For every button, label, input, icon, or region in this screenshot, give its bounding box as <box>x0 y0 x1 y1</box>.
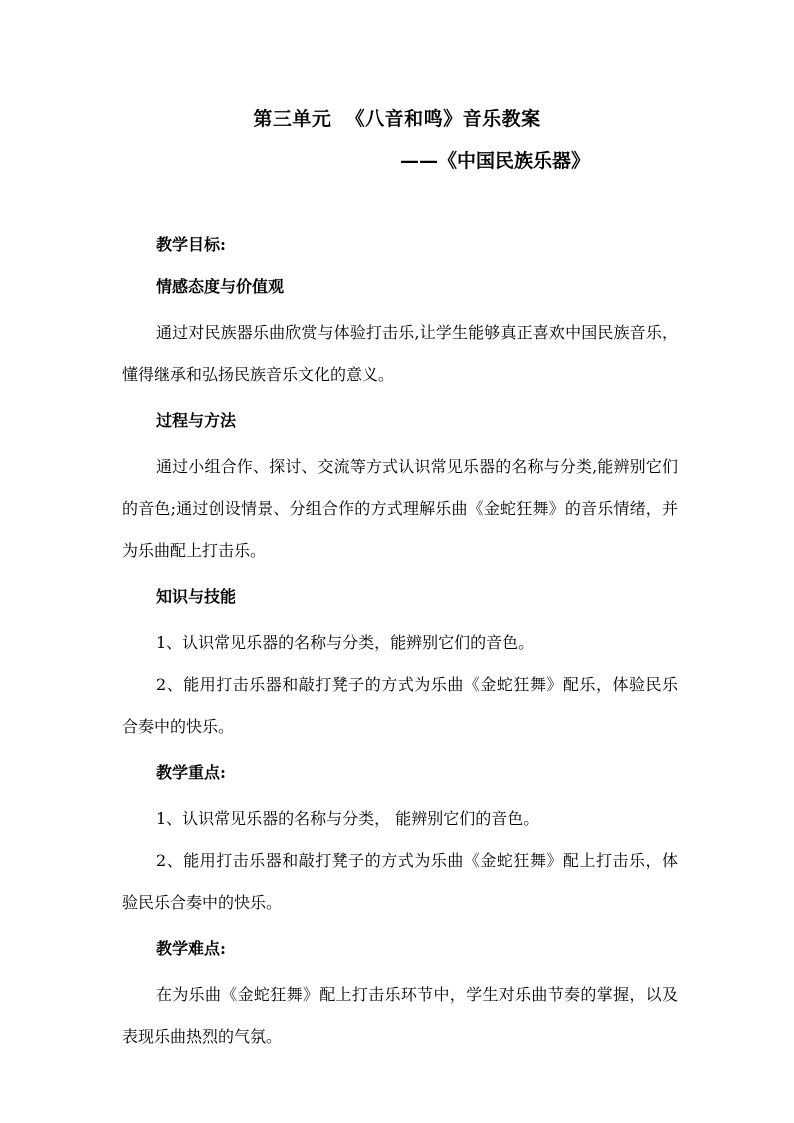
key-points-item-2: 2、能用打击乐器和敲打凳子的方式为乐曲《金蛇狂舞》配上打击乐，体验民乐合奏中的快乐。 <box>122 851 678 912</box>
knowledge-item-2: 2、能用打击乐器和敲打凳子的方式为乐曲《金蛇狂舞》配乐，体验民乐合奏中的快乐。 <box>122 675 678 736</box>
key-points-item-1: 1、认识常见乐器的名称与分类， 能辨别它们的音色。 <box>156 809 540 828</box>
key-points-heading: 教学重点: <box>156 763 226 782</box>
difficulty-paragraph: 在为乐曲《金蛇狂舞》配上打击乐环节中，学生对乐曲节奏的掌握，以及表现乐曲热烈的气氛。 <box>122 985 678 1046</box>
difficulty-heading: 教学难点: <box>156 939 226 958</box>
emotion-heading: 情感态度与价值观 <box>156 277 285 296</box>
page-title: 第三单元 《八音和鸣》音乐教案 <box>253 108 541 130</box>
page-subtitle: ——《中国民族乐器》 <box>400 150 591 172</box>
document-body <box>122 228 678 1058</box>
knowledge-heading: 知识与技能 <box>156 587 237 606</box>
objectives-heading: 教学目标: <box>156 235 226 254</box>
process-heading: 过程与方法 <box>156 411 237 430</box>
knowledge-item-1: 1、认识常见乐器的名称与分类，能辨别它们的音色。 <box>156 633 535 652</box>
process-paragraph: 通过小组合作、探讨、交流等方式认识常见乐器的名称与分类,能辨别它们的音色;通过创设情景、分组合作的方式理解乐曲《金蛇狂舞》的音乐情绪，并为乐曲配上打击乐。 <box>122 457 678 560</box>
emotion-paragraph: 通过对民族器乐曲欣赏与体验打击乐,让学生能够真正喜欢中国民族音乐，懂得继承和弘扬民族音乐文化的意义。 <box>122 323 678 384</box>
